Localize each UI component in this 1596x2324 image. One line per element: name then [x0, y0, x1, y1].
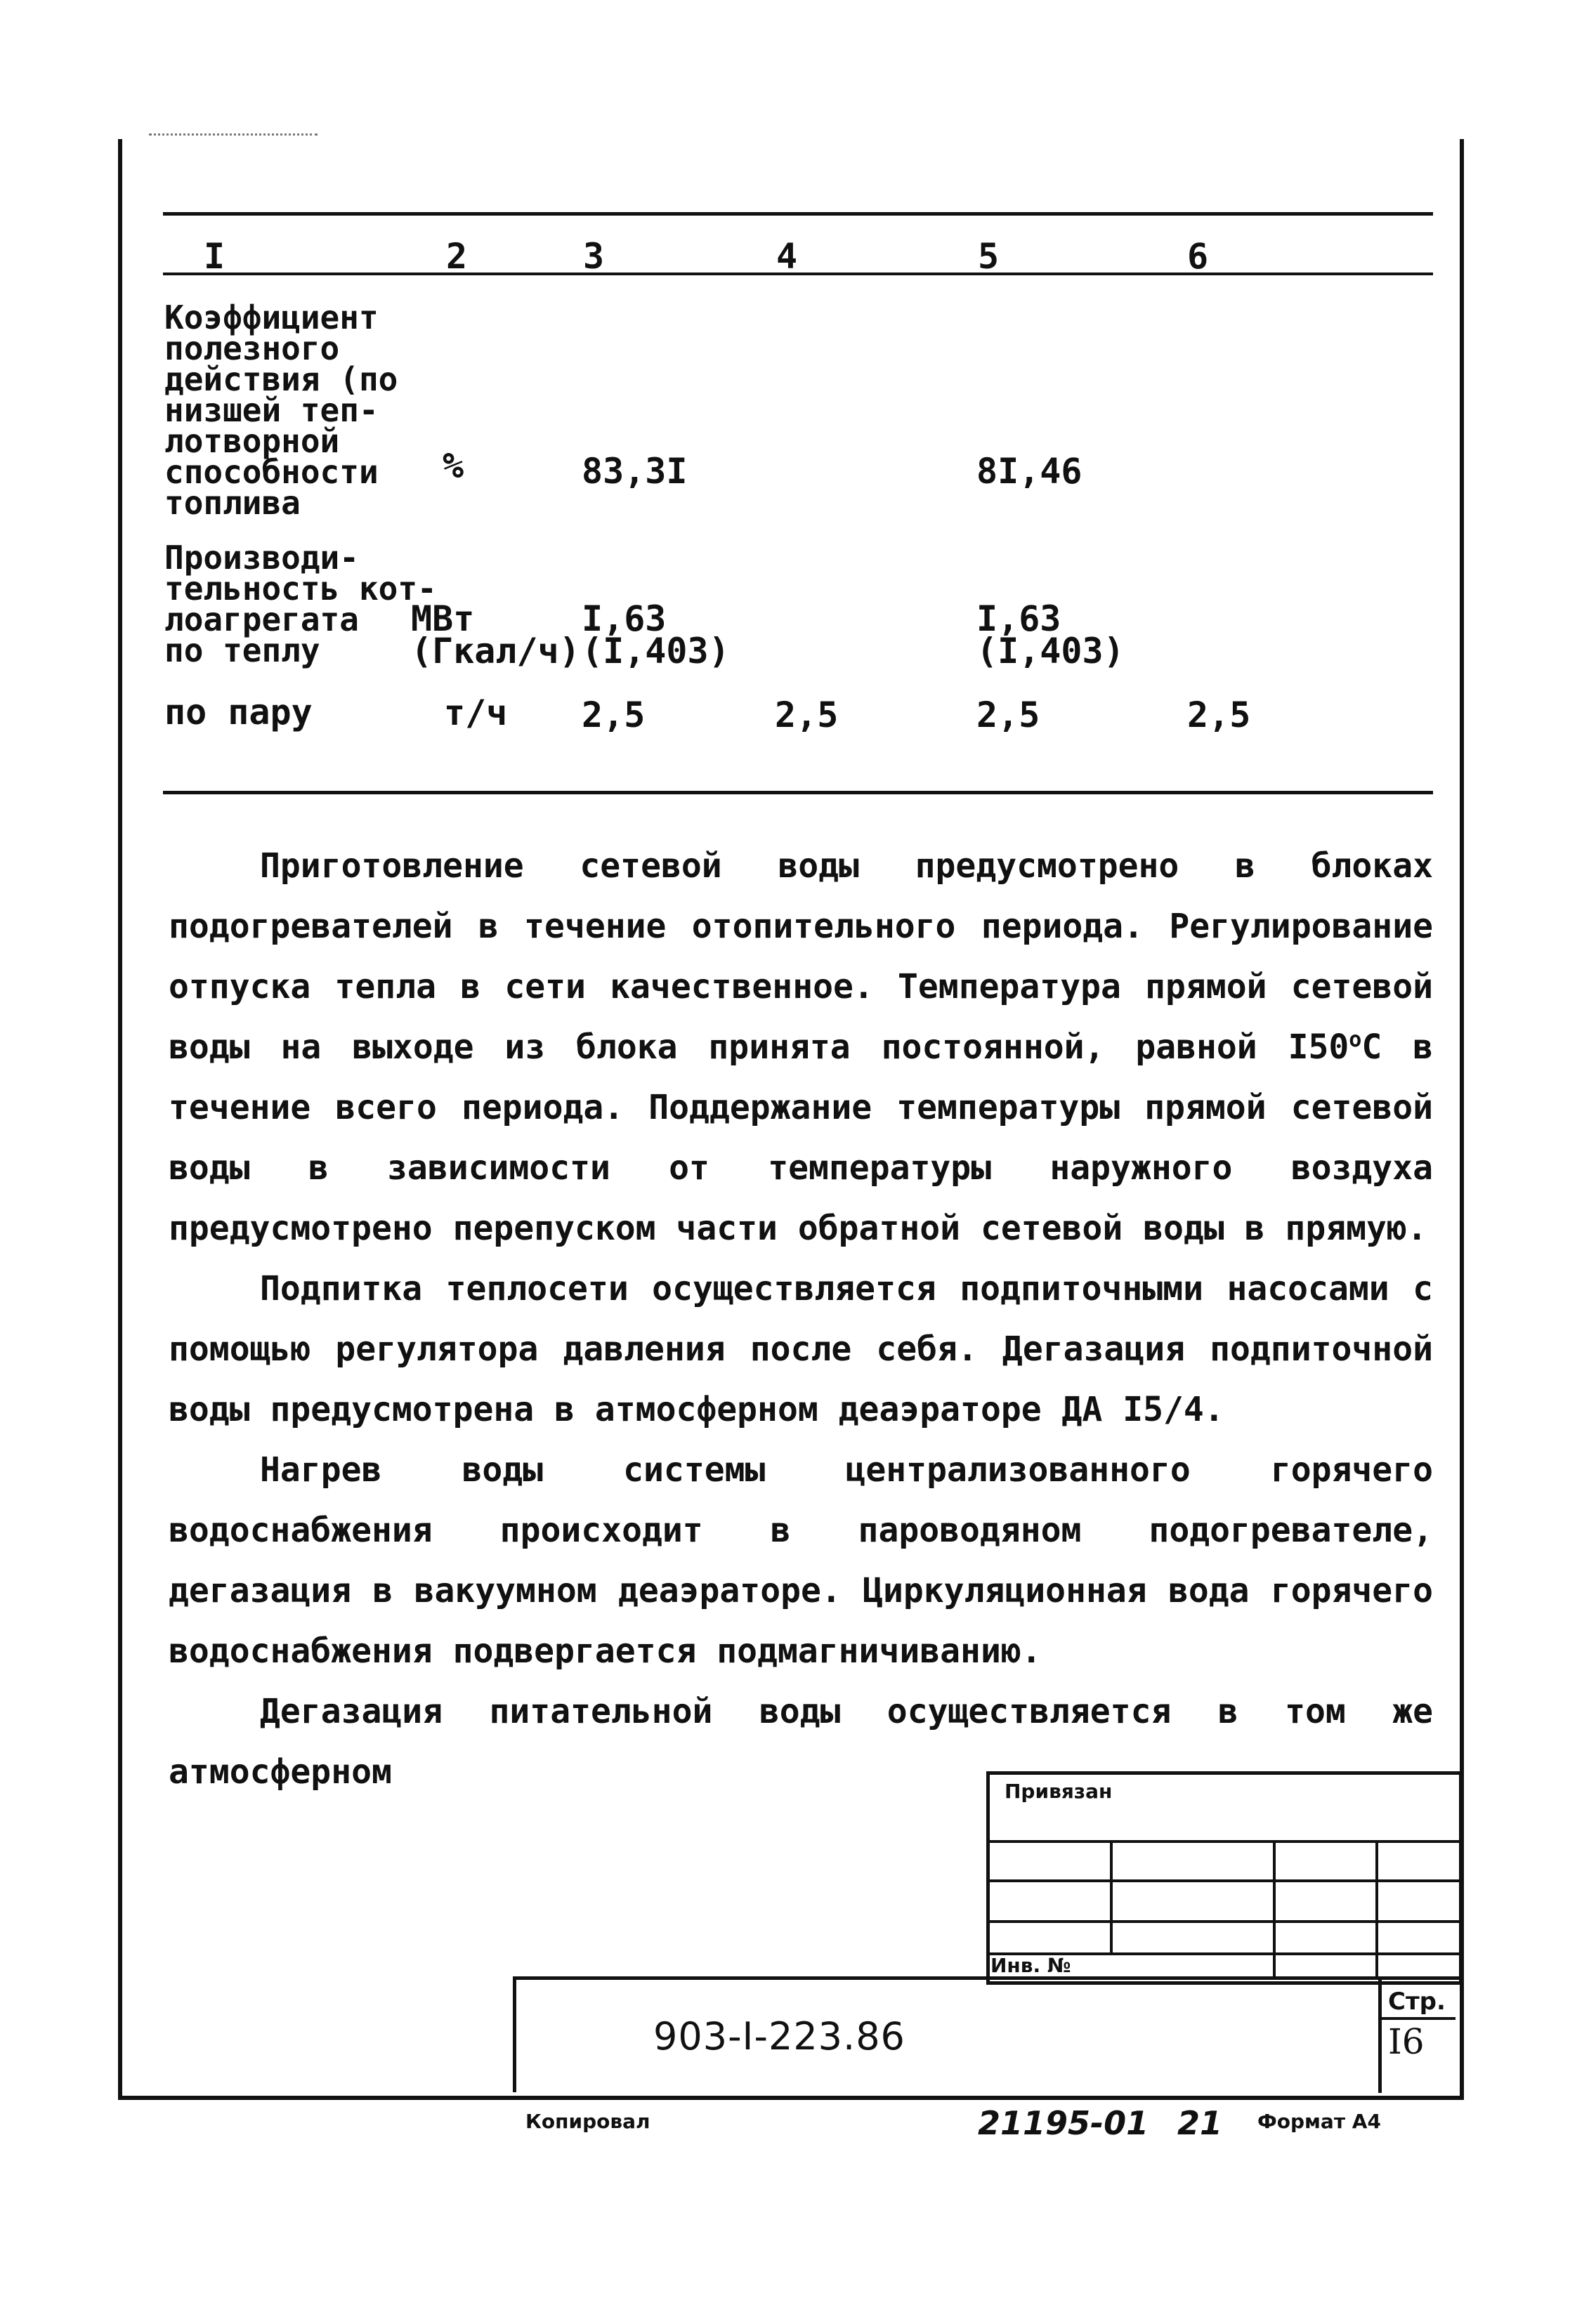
cell-efficiency-col3: 83,3I [582, 451, 688, 492]
copied-by-label: Копировал [525, 2110, 650, 2133]
linked-label: Привязан [1005, 1780, 1113, 1803]
row-unit-efficiency: % [443, 445, 464, 486]
stamp-line [986, 1840, 1459, 1843]
column-number-4: 4 [776, 236, 798, 277]
paragraph-1: Приготовление сетевой воды предусмотрено в блоках подогревателей в течение отопительного периода. Регулирование отпуска тепла в сети качественное. Температура прямой сетевой воды на выходе из блока принята постоянной, равной I50$^o$C в течение всего периода. Поддержание температуры прямой сетевой воды в зависимости от температуры наружного воздуха предусмотрено перепуском части обратной сетевой воды в прямую. [169, 846, 1433, 1248]
cell-steam-col5: 2,5 [976, 695, 1040, 735]
format-label: Формат А4 [1257, 2110, 1381, 2133]
column-number-6: 6 [1187, 236, 1209, 277]
cell-efficiency-col5: 8I,46 [976, 451, 1082, 492]
table-top-rule [163, 212, 1433, 216]
top-margin-mark [149, 133, 318, 138]
stamp-line [1378, 2017, 1456, 2020]
table-header-rule [163, 273, 1433, 275]
row-label-steam: по пару [164, 692, 313, 733]
table-bottom-rule [163, 791, 1433, 794]
body-text [169, 836, 1433, 1802]
stamp-line [986, 1879, 1459, 1882]
row-unit-heat-output: МВт (Гкал/ч) [411, 598, 580, 671]
cell-steam-col3: 2,5 [582, 695, 646, 735]
cell-steam-col4: 2,5 [775, 695, 839, 735]
row-unit-steam: т/ч [444, 692, 508, 733]
stamp-line [986, 1920, 1459, 1923]
page-label: Стр. [1388, 1988, 1446, 2016]
paragraph-3: Нагрев воды системы централизованного горячего водоснабжения происходит в пароводяном подогревателе, дегазация в вакуумном деаэраторе. Циркуляционная вода горячего водоснабжения подвергается подмагничиванию. [169, 1450, 1433, 1671]
order-number: 21195-01 [978, 2104, 1149, 2142]
cell-heat-output-col3: I,63 (I,403) [582, 598, 730, 671]
document-code: 903-I-223.86 [653, 2014, 905, 2059]
page-number: I6 [1388, 2021, 1425, 2062]
stamp-line [1375, 1842, 1378, 1978]
paragraph-4: Дегазация питательной воды осуществляется в том же атмосферном [169, 1692, 1433, 1792]
stamp-line [1378, 1976, 1382, 2093]
cell-steam-col6: 2,5 [1187, 695, 1251, 735]
sheet-number: 21 [1177, 2104, 1223, 2142]
column-number-2: 2 [446, 236, 468, 277]
column-number-3: 3 [583, 236, 605, 277]
stamp-line [1273, 1842, 1276, 1978]
inventory-number-label: Инв. № [990, 1954, 1071, 1977]
row-label-efficiency: Коэффициент полезного действия (по низшей теп- лотворной способности топлива [164, 298, 398, 522]
degree-mark: o [1349, 1028, 1362, 1052]
row-label-heat-output: Производи- тельность кот- лоагрегата по теплу [164, 539, 437, 669]
cell-heat-output-col5: I,63 (I,403) [976, 598, 1125, 671]
column-number-5: 5 [978, 236, 1000, 277]
paragraph-2: Подпитка теплосети осуществляется подпиточными насосами с помощью регулятора давления после себя. Дегазация подпиточной воды предусмотрена в атмосферном деаэраторе ДА I5/4. [169, 1269, 1433, 1429]
stamp-line [1110, 1842, 1113, 1954]
column-number-1: I [204, 236, 225, 277]
